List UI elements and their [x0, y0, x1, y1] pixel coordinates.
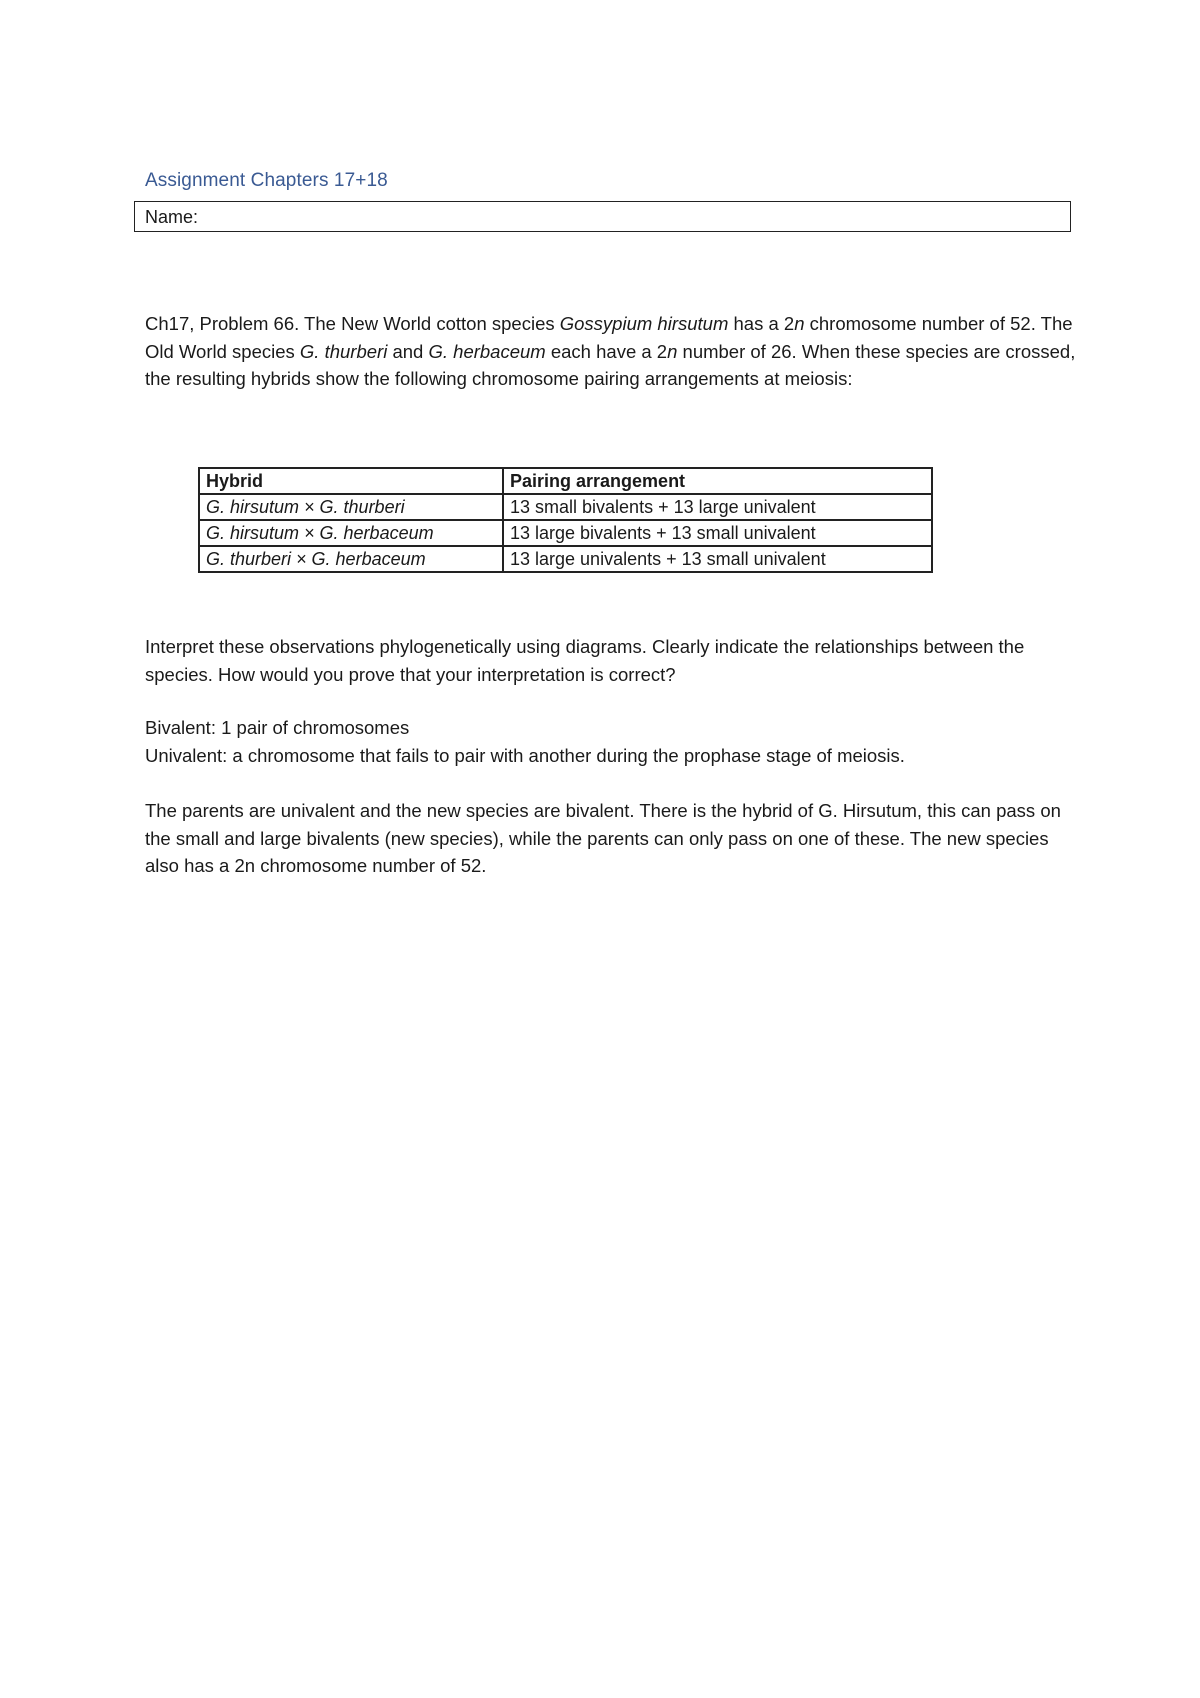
table-row: [199, 520, 932, 546]
table-header-hybrid: Hybrid: [199, 468, 503, 494]
interpret-question: Interpret these observations phylogenetically using diagrams. Clearly indicate the relationships between the species. How would you prove that your interpretation is correct?: [145, 636, 1025, 685]
table-cell-pairing: 13 large univalents + 13 small univalent: [503, 546, 932, 572]
ploidy-n: n: [794, 313, 805, 334]
problem-text-part: and: [387, 340, 429, 362]
table-row: [199, 494, 932, 520]
problem-text-part: chromosome number of 52. The Old World species: [145, 313, 1073, 362]
name-label: Name:: [145, 207, 199, 227]
problem-text-part: Ch17, Problem 66. The New World cotton species: [145, 313, 560, 334]
name-field-box[interactable]: [134, 201, 1071, 232]
table-cell-pairing: 13 large bivalents + 13 small univalent: [503, 520, 932, 546]
problem-text-part: has a 2: [728, 313, 795, 334]
pairing-table: [198, 467, 933, 573]
table-cell-hybrid: G. thurberi × G. herbaceum: [199, 546, 503, 572]
species-name: G. thurberi: [299, 340, 388, 362]
species-name: Gossypium hirsutum: [559, 313, 729, 334]
problem-statement: [145, 310, 1080, 393]
document-title: Assignment Chapters 17+18: [145, 170, 388, 191]
table-cell-hybrid: G. hirsutum × G. herbaceum: [199, 520, 503, 546]
table-header-row: [199, 468, 932, 494]
problem-text-part: each have a 2: [545, 340, 668, 362]
table-cell-pairing: 13 small bivalents + 13 large univalent: [503, 494, 932, 520]
definition-univalent: Univalent: a chromosome that fails to pair with another during the prophase stage of meiosis.: [145, 744, 905, 766]
table-header-pairing: Pairing arrangement: [503, 468, 932, 494]
table-cell-hybrid: G. hirsutum × G. thurberi: [199, 494, 503, 520]
definition-bivalent: Bivalent: 1 pair of chromosomes: [145, 717, 410, 738]
ploidy-n: n: [667, 340, 678, 362]
species-name: G. herbaceum: [428, 340, 546, 362]
problem-text-part: number of 26. When these species are crossed, the resulting hybrids show the following chromosome pairing arrangements at meiosis:: [145, 340, 1076, 389]
definitions: [145, 714, 1080, 769]
answer-paragraph: The parents are univalent and the new species are bivalent. There is the hybrid of G. Hirsutum, this can pass on the small and large bivalents (new species), while the parents can only pass on one of these. The new species also has a 2n chromosome number of 52.: [145, 800, 1061, 876]
table-row: [199, 546, 932, 572]
